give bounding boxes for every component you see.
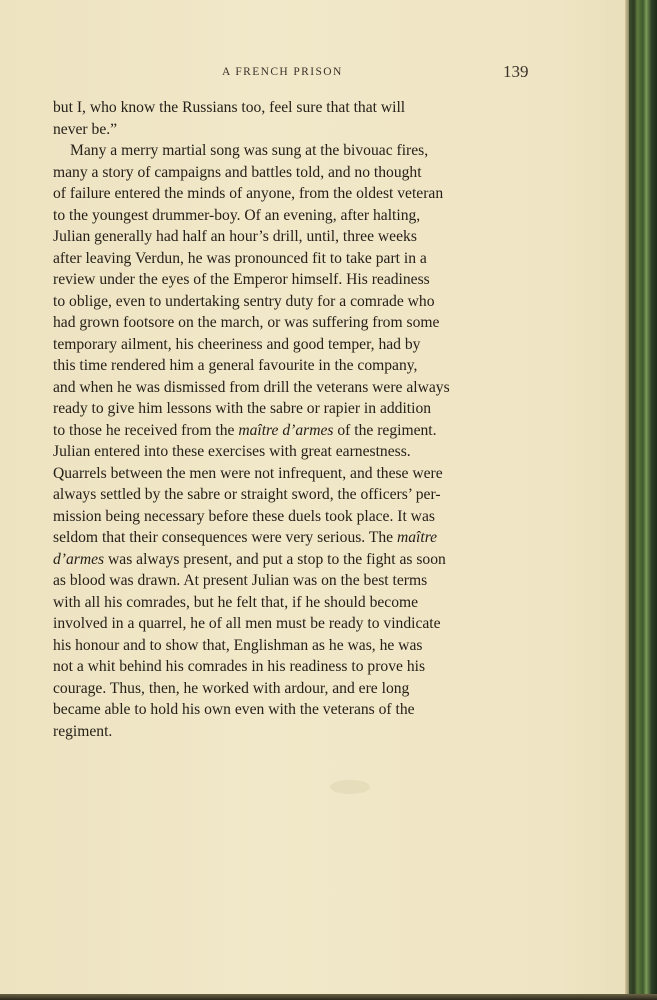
text-line [53,420,533,442]
body-text [53,97,533,742]
text-line: never be.” [53,120,118,138]
italic-term: d’armes [53,550,105,568]
text-line: Julian generally had half an hour’s drill, until, three weeks [53,228,417,245]
text-line: to oblige, even to undertaking sentry duty for a comrade who [53,292,435,310]
text-line: of failure entered the minds of anyone, from the oldest veteran [53,185,444,202]
text-line: had grown footsore on the march, or was suffering from some [53,314,440,331]
text-line: this time rendered him a general favourite in the company, [53,357,418,374]
text-line [53,527,533,549]
text-line: to the youngest drummer-boy. Of an evening, after halting, [53,206,421,224]
text-line: always settled by the sabre or straight sword, the officers’ per- [53,486,441,503]
text-line [53,549,533,571]
text-line: ready to give him lessons with the sabre or rapier in addition [53,400,432,417]
text-run: of the regiment. [333,421,437,439]
text-line: and when he was dismissed from drill the veterans were always [53,378,450,396]
running-head: A FRENCH PRISON [222,66,343,78]
text-line: not a whit behind his comrades in his readiness to prove his [53,658,426,675]
text-line: many a story of campaigns and battles told, and no thought [53,163,422,181]
paper-smudge [330,780,370,794]
text-run: seldom that their consequences were very serious. The [53,529,397,546]
text-line: courage. Thus, then, he worked with ardour, and ere long [53,679,410,697]
text-line: Julian entered into these exercises with great earnestness. [53,443,411,460]
text-line: as blood was drawn. At present Julian was on the best terms [53,572,428,589]
book-binding [629,0,657,1000]
text-line: regiment. [53,722,113,740]
bottom-shadow [0,994,657,1000]
text-line: mission being necessary before these duels took place. It was [53,507,435,525]
text-line: after leaving Verdun, he was pronounced fit to take part in a [53,249,427,267]
text-line: review under the eyes of the Emperor himself. His readiness [53,271,430,288]
text-line: Quarrels between the men were not infrequent, and these were [53,464,443,482]
text-run: was always present, and put a stop to the fight as soon [104,550,446,568]
page-number: 139 [503,62,529,81]
text-line: became able to hold his own even with the veterans of the [53,701,415,718]
text-line: with all his comrades, but he felt that, if he should become [53,593,419,611]
text-line: involved in a quarrel, he of all men must be ready to vindicate [53,615,441,632]
text-line: Many a merry martial song was sung at the bivouac fires, [70,142,429,159]
italic-term: maître d’armes [238,421,334,439]
text-run: to those he received from the [53,421,239,439]
italic-term: maître [396,529,438,546]
text-line: temporary ailment, his cheeriness and good temper, had by [53,335,421,353]
text-line: but I, who know the Russians too, feel sure that that will [53,99,406,116]
text-line: his honour and to show that, Englishman as he was, he was [53,636,423,654]
